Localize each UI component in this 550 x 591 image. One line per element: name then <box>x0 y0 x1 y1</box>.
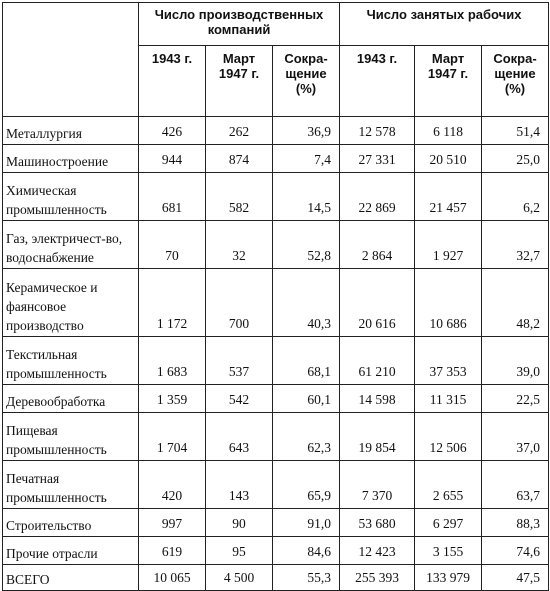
row-value: 537 <box>206 337 273 385</box>
row-label: Химическая промышленность <box>3 173 139 221</box>
row-value: 90 <box>206 509 273 537</box>
row-value: 582 <box>206 173 273 221</box>
row-value: 6 118 <box>415 117 482 145</box>
row-label: Машиностроение <box>3 145 139 173</box>
row-value: 60,1 <box>273 385 340 413</box>
table-row <box>3 221 549 269</box>
row-label: Прочие отрасли <box>3 537 139 565</box>
row-value: 6 297 <box>415 509 482 537</box>
row-value: 6,2 <box>482 173 549 221</box>
row-value: 143 <box>206 461 273 509</box>
row-value: 4 500 <box>206 565 273 591</box>
row-value: 20 510 <box>415 145 482 173</box>
row-value: 997 <box>139 509 206 537</box>
row-value: 53 680 <box>340 509 415 537</box>
row-value: 91,0 <box>273 509 340 537</box>
row-label: Деревообработка <box>3 385 139 413</box>
row-label: Металлургия <box>3 117 139 145</box>
row-value: 47,5 <box>482 565 549 591</box>
row-value: 68,1 <box>273 337 340 385</box>
row-value: 65,9 <box>273 461 340 509</box>
row-value: 1 683 <box>139 337 206 385</box>
row-value: 36,9 <box>273 117 340 145</box>
row-value: 62,3 <box>273 413 340 461</box>
row-value: 48,2 <box>482 269 549 337</box>
row-value: 19 854 <box>340 413 415 461</box>
row-value: 255 393 <box>340 565 415 591</box>
row-value: 14,5 <box>273 173 340 221</box>
row-value: 51,4 <box>482 117 549 145</box>
row-label: Строительство <box>3 509 139 537</box>
row-value: 40,3 <box>273 269 340 337</box>
row-label: Печатная промышленность <box>3 461 139 509</box>
row-value: 32,7 <box>482 221 549 269</box>
table-row <box>3 173 549 221</box>
row-value: 619 <box>139 537 206 565</box>
row-value: 70 <box>139 221 206 269</box>
row-value: 12 578 <box>340 117 415 145</box>
row-value: 21 457 <box>415 173 482 221</box>
row-value: 61 210 <box>340 337 415 385</box>
row-value: 95 <box>206 537 273 565</box>
table-row <box>3 413 549 461</box>
row-value: 7 370 <box>340 461 415 509</box>
row-label: Газ, электричест-во, водоснабжение <box>3 221 139 269</box>
row-value: 1 927 <box>415 221 482 269</box>
industry-table <box>2 2 549 591</box>
row-value: 39,0 <box>482 337 549 385</box>
table-row <box>3 537 549 565</box>
row-value: 1 172 <box>139 269 206 337</box>
row-label: Керамическое и фаянсовое производство <box>3 269 139 337</box>
table-row <box>3 269 549 337</box>
row-value: 20 616 <box>340 269 415 337</box>
row-value: 2 864 <box>340 221 415 269</box>
table-row <box>3 461 549 509</box>
header-workers: Число занятых рабочих <box>340 3 549 46</box>
row-value: 37 353 <box>415 337 482 385</box>
row-value: 262 <box>206 117 273 145</box>
row-value: 3 155 <box>415 537 482 565</box>
row-value: 27 331 <box>340 145 415 173</box>
table-row <box>3 117 549 145</box>
row-label: ВСЕГО <box>3 565 139 591</box>
row-value: 22,5 <box>482 385 549 413</box>
row-value: 74,6 <box>482 537 549 565</box>
table-row <box>3 385 549 413</box>
subheader-companies-1943: 1943 г. <box>139 46 206 117</box>
row-value: 63,7 <box>482 461 549 509</box>
row-value: 12 506 <box>415 413 482 461</box>
row-value: 11 315 <box>415 385 482 413</box>
row-value: 700 <box>206 269 273 337</box>
row-value: 37,0 <box>482 413 549 461</box>
row-value: 55,3 <box>273 565 340 591</box>
table-row <box>3 337 549 385</box>
row-value: 542 <box>206 385 273 413</box>
row-value: 1 359 <box>139 385 206 413</box>
row-label: Пищевая промышленность <box>3 413 139 461</box>
row-value: 133 979 <box>415 565 482 591</box>
subheader-workers-1943: 1943 г. <box>340 46 415 117</box>
subheader-companies-1947: Март 1947 г. <box>206 46 273 117</box>
row-value: 14 598 <box>340 385 415 413</box>
row-value: 10 065 <box>139 565 206 591</box>
row-value: 12 423 <box>340 537 415 565</box>
row-value: 944 <box>139 145 206 173</box>
row-value: 7,4 <box>273 145 340 173</box>
row-value: 2 655 <box>415 461 482 509</box>
row-value: 32 <box>206 221 273 269</box>
header-corner-cell <box>3 3 139 117</box>
row-value: 88,3 <box>482 509 549 537</box>
subheader-workers-1947: Март 1947 г. <box>415 46 482 117</box>
row-value: 22 869 <box>340 173 415 221</box>
row-value: 643 <box>206 413 273 461</box>
row-value: 874 <box>206 145 273 173</box>
header-companies: Число производственных компаний <box>139 3 340 46</box>
row-value: 420 <box>139 461 206 509</box>
row-label: Текстильная промышленность <box>3 337 139 385</box>
table-row <box>3 565 549 591</box>
row-value: 52,8 <box>273 221 340 269</box>
document-page <box>2 2 549 591</box>
subheader-workers-reduction: Сокра-щение (%) <box>482 46 549 117</box>
row-value: 426 <box>139 117 206 145</box>
table-row <box>3 509 549 537</box>
row-value: 84,6 <box>273 537 340 565</box>
row-value: 25,0 <box>482 145 549 173</box>
row-value: 681 <box>139 173 206 221</box>
row-value: 10 686 <box>415 269 482 337</box>
table-row <box>3 145 549 173</box>
subheader-companies-reduction: Сокра-щение (%) <box>273 46 340 117</box>
row-value: 1 704 <box>139 413 206 461</box>
